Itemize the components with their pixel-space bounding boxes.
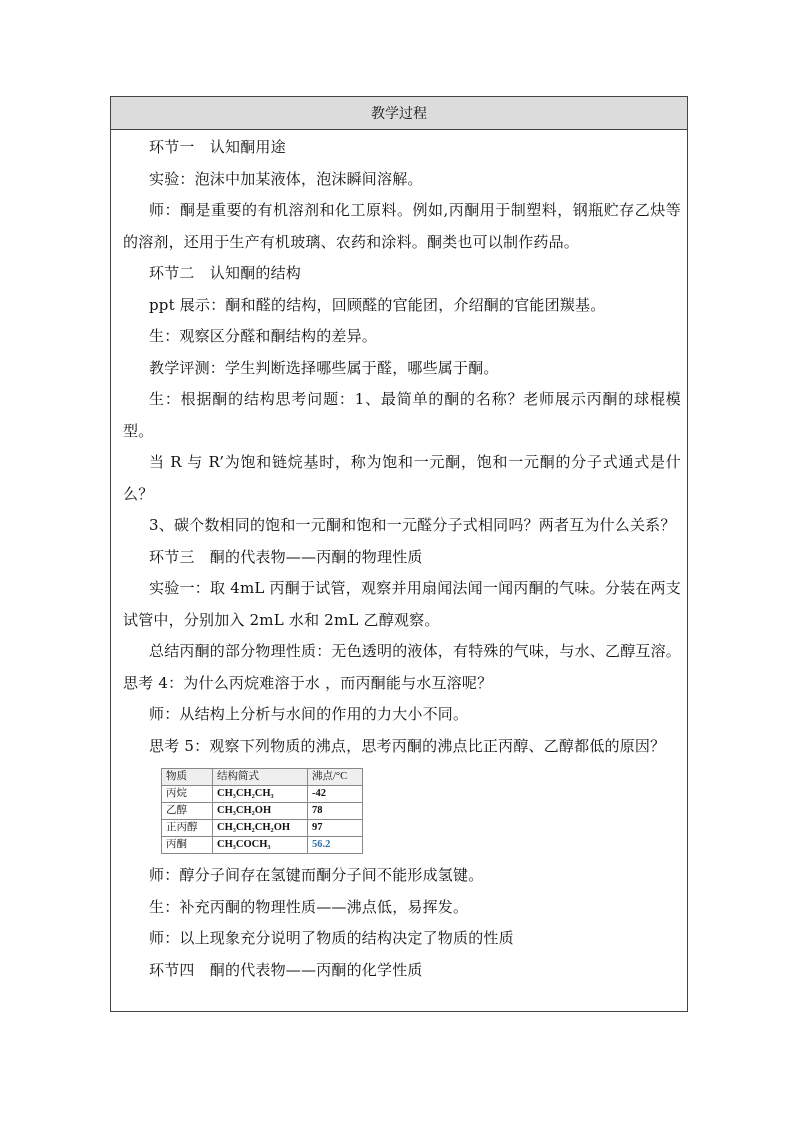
paragraph: 3、碳个数相同的饱和一元酮和饱和一元醛分子式相同吗？两者互为什么关系？	[149, 516, 676, 534]
table-cell: CH₃CH₂OH	[213, 803, 308, 820]
paragraph: 思考 5：观察下列物质的沸点，思考丙酮的沸点比正丙醇、乙醇都低的原因？	[149, 736, 666, 755]
paragraph: ppt 展示：酮和醛的结构，回顾醛的官能团，介绍酮的官能团羰基。	[149, 295, 606, 314]
column-header: 物质	[162, 769, 213, 786]
paragraph: 实验一：取 4mL 丙酮于试管，观察并用扇闻法闻一闻丙酮的气味。分装在两支试管中，分别加入 2mL 水和 2mL 乙醇观察。	[123, 579, 681, 629]
table-cell: 丙酮	[162, 837, 213, 854]
section-heading: 环节二 认知酮的结构	[149, 264, 302, 282]
paragraph: 师：酮是重要的有机溶剂和化工原料。例如,丙酮用于制塑料，钢瓶贮存乙炔等的溶剂，还用于生产有机玻璃、农药和涂料。酮类也可以制作药品。	[123, 201, 681, 251]
boiling-point-table-wrap	[161, 768, 681, 854]
table-header-row	[162, 769, 363, 786]
table-cell: 乙醇	[162, 803, 213, 820]
paragraph: 实验：泡沫中加某液体，泡沫瞬间溶解。	[149, 169, 423, 188]
table-row	[162, 803, 363, 820]
paragraph: 生：根据酮的结构思考问题：1、最简单的酮的名称？老师展示丙酮的球棍模型。	[123, 390, 681, 440]
paragraph: 生：补充丙酮的物理性质——沸点低，易挥发。	[149, 897, 469, 916]
table-cell: CH₃CH₂CH₃	[213, 786, 308, 803]
section-heading: 环节一 认知酮用途	[149, 138, 286, 156]
paragraph: 总结丙酮的部分物理性质：无色透明的液体，有特殊的气味，与水、乙醇互溶。思考 4：为什么丙烷难溶于水 ，而丙酮能与水互溶呢？	[123, 642, 682, 692]
table-cell: 78	[308, 803, 363, 820]
table-cell: 97	[308, 820, 363, 837]
header-title: 教学过程	[371, 106, 427, 122]
lesson-body	[111, 130, 687, 986]
column-header: 结构简式	[213, 769, 308, 786]
paragraph: 生：观察区分醛和酮结构的差异。	[149, 327, 378, 345]
boiling-point-table	[161, 768, 363, 854]
paragraph: 师：从结构上分析与水间的作用的力大小不同。	[149, 705, 469, 723]
lesson-process-table	[110, 96, 688, 1012]
paragraph: 师：以上现象充分说明了物质的结构决定了物质的性质	[149, 929, 514, 947]
paragraph: 师：醇分子间存在氢键而酮分子间不能形成氢键。	[149, 866, 484, 884]
section-heading: 环节四 酮的代表物——丙酮的化学性质	[149, 960, 423, 979]
table-row	[162, 820, 363, 837]
paragraph: 教学评测：学生判断选择哪些属于醛，哪些属于酮。	[149, 358, 499, 377]
paragraph: 当 R 与 R’为饱和链烷基时，称为饱和一元酮，饱和一元酮的分子式通式是什么？	[123, 453, 681, 503]
column-header: 沸点/°C	[308, 769, 363, 786]
section-heading: 环节三 酮的代表物——丙酮的物理性质	[149, 547, 423, 566]
table-row	[162, 786, 363, 803]
table-cell: CH₃COCH₃	[213, 837, 308, 854]
table-row	[162, 837, 363, 854]
highlighted-table-cell: 56.2	[308, 837, 363, 854]
table-cell: 正丙醇	[162, 820, 213, 837]
table-cell: CH₃CH₂CH₂OH	[213, 820, 308, 837]
table-cell: -42	[308, 786, 363, 803]
table-cell: 丙烷	[162, 786, 213, 803]
table-header	[111, 97, 687, 130]
